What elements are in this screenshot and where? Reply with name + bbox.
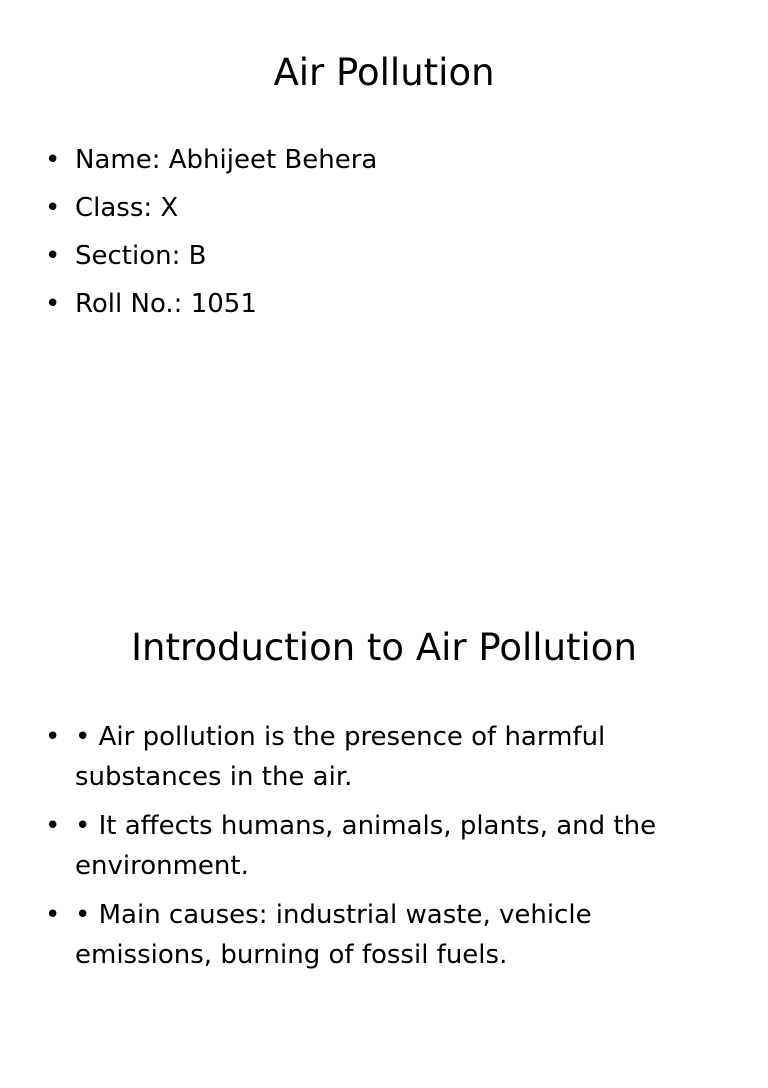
list-item bbox=[0, 895, 700, 975]
bullet-text: • Main causes: industrial waste, vehicle emissions, burning of fossil fuels. bbox=[75, 900, 592, 970]
bullet-text: • It affects humans, animals, plants, and the environment. bbox=[75, 811, 657, 881]
bullet-text: Class: X bbox=[75, 193, 179, 223]
list-item bbox=[0, 140, 700, 180]
bullet-list bbox=[0, 140, 700, 332]
list-item bbox=[0, 188, 700, 228]
list-item bbox=[0, 236, 700, 276]
bullet-icon: • bbox=[45, 193, 61, 223]
bullet-text: Section: B bbox=[75, 241, 207, 271]
bullet-text: Roll No.: 1051 bbox=[75, 289, 257, 319]
bullet-icon: • bbox=[45, 900, 61, 930]
bullet-list bbox=[0, 717, 700, 984]
list-item bbox=[0, 717, 700, 797]
bullet-icon: • bbox=[45, 289, 61, 319]
bullet-icon: • bbox=[45, 241, 61, 271]
bullet-icon: • bbox=[45, 811, 61, 841]
bullet-text: • Air pollution is the presence of harmful substances in the air. bbox=[75, 722, 606, 792]
slide-1 bbox=[0, 0, 768, 512]
list-item bbox=[0, 806, 700, 886]
bullet-text: Name: Abhijeet Behera bbox=[75, 145, 378, 175]
slide-title: Air Pollution bbox=[273, 51, 495, 94]
slide-2 bbox=[0, 576, 768, 1088]
bullet-icon: • bbox=[45, 722, 61, 752]
list-item bbox=[0, 284, 700, 324]
slide-title: Introduction to Air Pollution bbox=[131, 626, 637, 669]
bullet-icon: • bbox=[45, 145, 61, 175]
